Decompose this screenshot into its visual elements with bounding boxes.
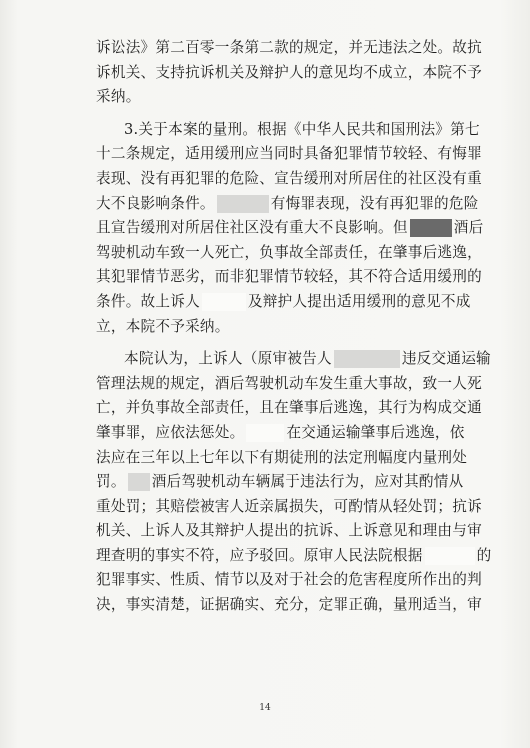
text-line (96, 85, 474, 110)
text-line (96, 568, 482, 593)
text-line (96, 36, 482, 61)
line-text: 采纳。 (96, 88, 141, 106)
line-text: 驾驶机动车致一人死亡，负事故全部责任，在肇事后逃逸， (96, 243, 482, 261)
redaction-mark (410, 219, 452, 237)
text-line (96, 544, 492, 569)
line-text: 3.关于本案的量刑。根据《中华人民共和国刑法》第七 (124, 120, 480, 138)
line-text: 表现、没有再犯罪的危险、宣告缓刑对所居住的社区没有重 (96, 169, 482, 187)
line-text-after-redaction: 酒后驾驶机动车辆属于违法行为，应对其酌情从 (151, 473, 464, 491)
text-line (96, 216, 484, 241)
text-line (96, 290, 474, 315)
line-text-after-redaction: 违反交通运输 (401, 350, 491, 368)
text-line (96, 167, 482, 192)
line-text: 理查明的事实不符，应予驳回。原审人民法院根据 (96, 546, 423, 564)
redaction-mark (334, 350, 400, 368)
line-text: 亡，并负事故全部责任，且在肇事后逃逸，其行为构成交通 (96, 399, 482, 417)
redaction-mark (128, 473, 150, 491)
text-line (96, 118, 480, 143)
paragraph (96, 347, 492, 618)
line-text: 法应在三年以上七年以下有期徒刑的法定刑幅度内量刑处 (96, 448, 468, 466)
line-text-after-redaction: 及辩护人提出适用缓刑的意见不成 (247, 292, 471, 310)
text-line (96, 421, 474, 446)
line-text-after-redaction: 的 (476, 546, 492, 564)
text-line (96, 192, 479, 217)
line-text: 罚。 (96, 473, 126, 491)
line-text-after-redaction: 在交通运输肇事后逃逸，依 (286, 423, 465, 441)
line-text: 十二条规定，适用缓刑应当同时具备犯罪情节较轻、有悔罪 (96, 145, 482, 163)
redaction-mark (202, 293, 246, 311)
text-line (96, 446, 474, 471)
line-text: 立，本院不予采纳。 (96, 317, 230, 335)
line-text: 肇事罪，应依法惩处。 (96, 423, 245, 441)
line-text: 诉机关、支持抗诉机关及辩护人的意见均不成立，本院不予 (96, 63, 482, 81)
line-text-after-redaction: 酒后 (453, 219, 484, 237)
text-line (96, 61, 482, 86)
redaction-mark (246, 424, 284, 442)
redaction-mark (425, 547, 475, 565)
redaction-mark (217, 195, 269, 213)
paragraph (96, 36, 482, 110)
line-text: 诉讼法》第二百零一条第二款的规定，并无违法之处。故抗 (96, 39, 482, 56)
text-line (96, 593, 482, 618)
paragraph-gap (96, 339, 474, 347)
text-line (96, 519, 482, 544)
text-line (96, 142, 482, 167)
text-line (96, 495, 482, 520)
line-text: 且宣告缓刑对所居住社区没有重大不良影响。但 (96, 219, 408, 237)
line-text: 大不良影响条件。 (96, 194, 215, 212)
line-text: 条件。故上诉人 (96, 292, 200, 310)
text-line (96, 396, 482, 421)
line-text: 本院认为，上诉人（原审被告人 (124, 350, 332, 368)
text-line (96, 265, 482, 290)
line-text: 决，事实清楚，证据确实、充分，定罪正确，量刑适当，审 (96, 596, 482, 614)
page-number: 14 (259, 703, 271, 713)
text-line (96, 347, 491, 372)
text-line (96, 470, 474, 495)
paragraph (96, 118, 484, 339)
judgment-body (96, 36, 492, 618)
text-line (96, 372, 482, 397)
line-text: 重处罚；其赔偿被害人近亲属损失，可酌情从轻处罚；抗诉 (96, 497, 482, 515)
line-text: 其犯罪情节恶劣，而非犯罪情节较轻，其不符合适用缓刑的 (96, 268, 482, 286)
paragraph-gap (96, 110, 474, 118)
line-text-after-redaction: 有悔罪表现，没有再犯罪的危险 (270, 194, 479, 212)
line-text: 机关、上诉人及其辩护人提出的抗诉、上诉意见和理由与审 (96, 522, 482, 540)
line-text: 犯罪事实、性质、情节以及对于社会的危害程度所作出的判 (96, 571, 482, 589)
text-line (96, 241, 482, 266)
line-text: 管理法规的规定，酒后驾驶机动车发生重大事故，致一人死 (96, 374, 482, 392)
text-line (96, 315, 474, 340)
